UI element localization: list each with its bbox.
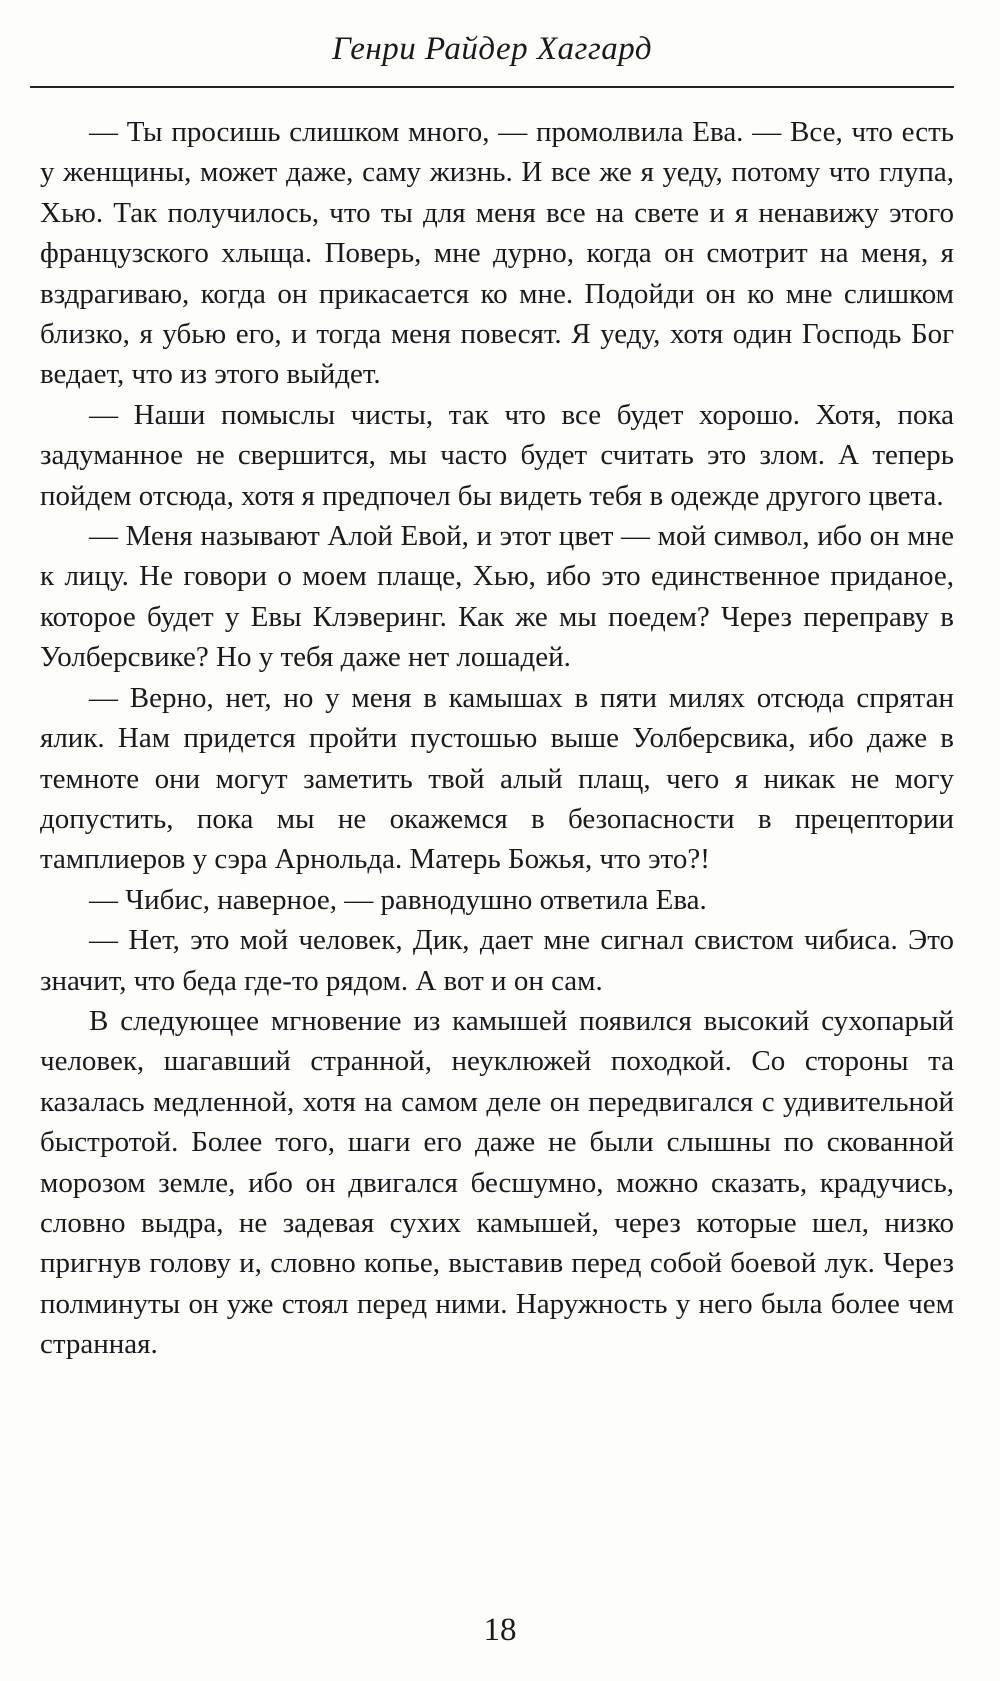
paragraph: — Чибис, наверное, — равнодушно ответила Ева. [89,883,707,916]
page-number: 18 [483,1612,517,1648]
paragraph: — Нет, это мой человек, Дик, дает мне сигнал свистом чибиса. Это значит, что беда где-то рядом. А вот и он сам. [40,924,954,997]
running-header-author: Генри Райдер Хаггард [331,31,653,67]
page-body [40,112,954,1365]
paragraph: — Верно, нет, но у меня в камышах в пяти милях отсюда спрятан ялик. Нам придется пройти пустошью выше Уолберсвика, ибо даже в темноте они могут заметить твой алый плащ, чего я никак не могу допустить, пока мы не окажемся в безопасности в прецептории тамплиеров у сэра Арнольда. Матерь Божья, что это?! [40,681,954,876]
paragraph: В следующее мгновение из камышей появился высокий сухопарый человек, шагавший странной, неуклюжей походкой. Со стороны та казалась медленной, хотя на самом деле он передвигался с удивительной быстротой. Более того, шаги его даже не были слышны по скованной морозом земле, ибо он двигался бесшумно, можно сказать, крадучись, словно выдра, не задевая сухих камышей, через которые шел, низко пригнув голову и, словно копье, выставив перед собой боевой лук. Через полминуты он уже стоял перед ними. Наружность у него была более чем странная. [40,1004,954,1361]
paragraph: — Меня называют Алой Евой, и этот цвет — мой символ, ибо он мне к лицу. Не говори о моем плаще, Хью, ибо это единственное приданое, которое будет у Евы Клэверинг. Как же мы поедем? Через переправу в Уолберсвике? Но у тебя даже нет лошадей. [40,520,954,674]
paragraph: — Ты просишь слишком много, — промолвила Ева. — Все, что есть у женщины, может даже, саму жизнь. И все же я уеду, потому что глупа, Хью. Так получилось, что ты для меня все на свете и я ненавижу этого французского хлыща. Поверь, мне дурно, когда он смотрит на меня, я вздрагиваю, когда он прикасается ко мне. Подойди он ко мне слишком близко, я убью его, и тогда меня повесят. Я уеду, хотя один Господь Бог ведает, что из этого выйдет. [40,116,954,391]
header-divider [30,86,954,88]
paragraph: — Наши помыслы чисты, так что все будет хорошо. Хотя, пока задуманное не свершится, мы часто будет считать это злом. А теперь пойдем отсюда, хотя я предпочел бы видеть тебя в одежде другого цвета. [40,398,954,512]
